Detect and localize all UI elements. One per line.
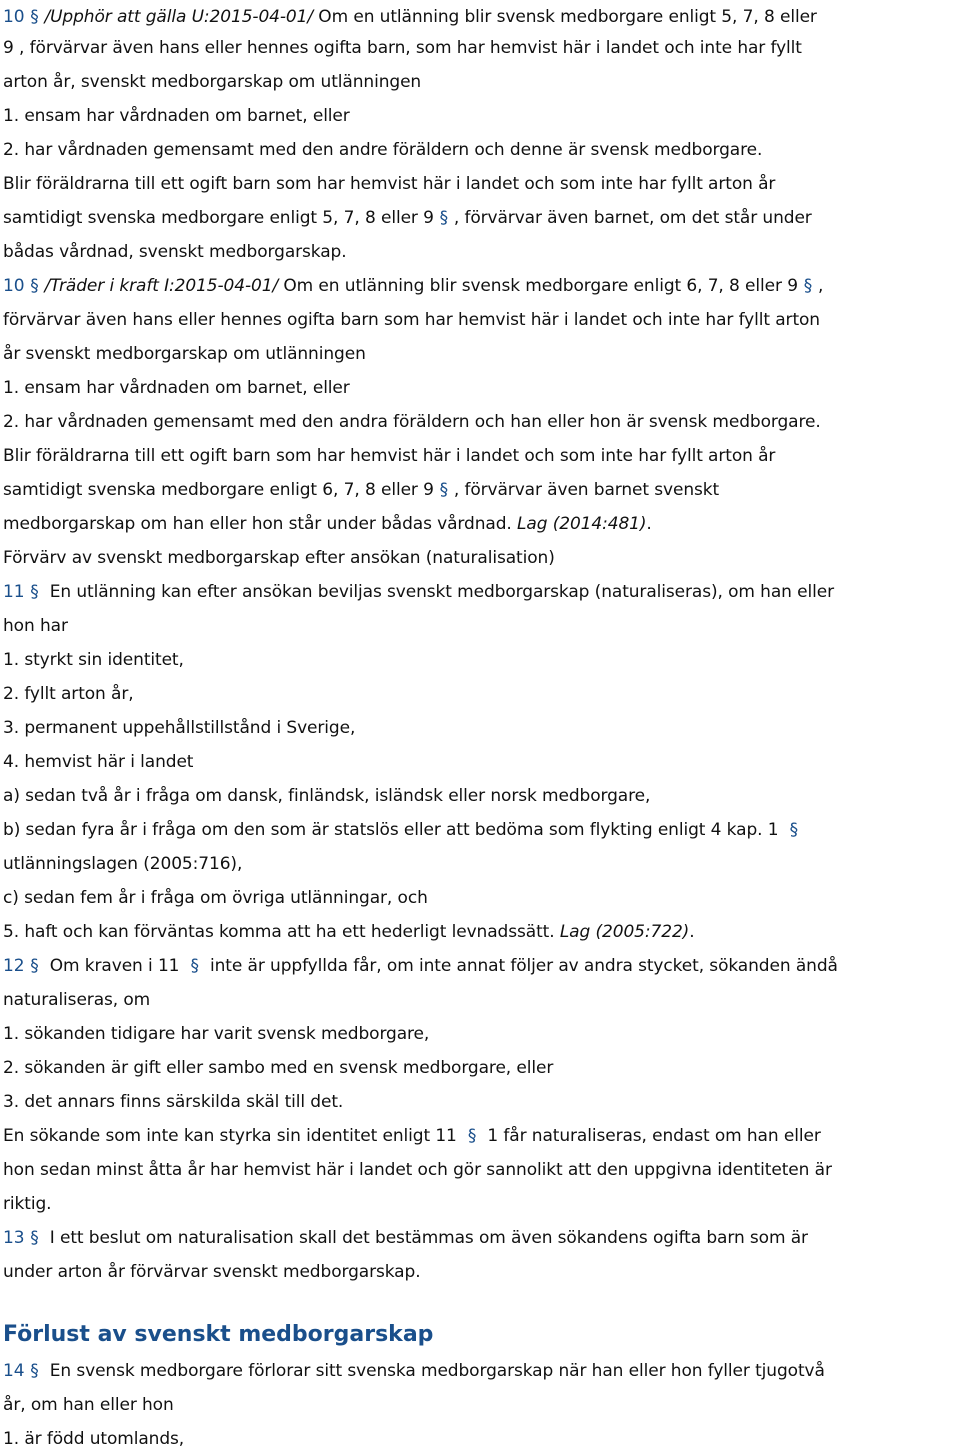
- text-line: hon har: [3, 616, 68, 636]
- section-mark: §: [467, 1126, 477, 1146]
- list-item: 1. ensam har vårdnaden om barnet, eller: [3, 106, 350, 126]
- section-mark: §: [30, 582, 39, 602]
- law-reference[interactable]: Lag (2014:481): [517, 514, 647, 534]
- list-item: 1. är född utomlands,: [3, 1429, 185, 1449]
- section-10b-line-1: 10 § /Träder i kraft I:2015-04-01/ Om en utlänning blir svensk medborgare enligt 6, 7, 8 eller 9 § ,: [3, 269, 823, 303]
- loss-heading: Förlust av svenskt medborgarskap: [3, 1322, 434, 1347]
- section-14-line-1: 14 § En svensk medborgare förlorar sitt svenska medborgarskap när han eller hon fyller tjugotvå: [3, 1354, 825, 1388]
- section-mark: §: [30, 1228, 39, 1248]
- section-number[interactable]: 10: [3, 7, 25, 27]
- text-line: riktig.: [3, 1194, 52, 1214]
- section-number[interactable]: 14: [3, 1361, 25, 1381]
- text-line: år svenskt medborgarskap om utlänningen: [3, 344, 366, 364]
- section-number[interactable]: 13: [3, 1228, 25, 1248]
- validity-tag: /Träder i kraft I:2015-04-01/: [44, 276, 279, 296]
- list-item: 2. har vårdnaden gemensamt med den andre föräldern och denne är svensk medborgare.: [3, 140, 763, 160]
- list-item: 2. fyllt arton år,: [3, 684, 134, 704]
- text-line: utlänningslagen (2005:716),: [3, 854, 243, 874]
- text-line: arton år, svenskt medborgarskap om utlänningen: [3, 72, 422, 92]
- section-mark: §: [789, 820, 798, 840]
- text-line: samtidigt svenska medborgare enligt 6, 7, 8 eller 9 § , förvärvar även barnet svenskt: [3, 473, 719, 507]
- list-item: c) sedan fem år i fråga om övriga utlänningar, och: [3, 888, 428, 908]
- text-line: samtidigt svenska medborgare enligt 5, 7, 8 eller 9 § , förvärvar även barnet, om det står under: [3, 201, 812, 235]
- text-line: naturaliseras, om: [3, 990, 151, 1010]
- text-line: En sökande som inte kan styrka sin identitet enligt 11 § 1 får naturaliseras, endast om han eller: [3, 1119, 821, 1153]
- text-line: hon sedan minst åtta år har hemvist här i landet och gör sannolikt att den uppgivna identiteten är: [3, 1160, 832, 1180]
- section-13-line-1: 13 § I ett beslut om naturalisation skall det bestämmas om även sökandens ogifta barn som är: [3, 1221, 808, 1255]
- section-number[interactable]: 12: [3, 956, 25, 976]
- section-mark: §: [30, 1361, 39, 1381]
- list-item: 4. hemvist här i landet: [3, 752, 194, 772]
- validity-tag: /Upphör att gälla U:2015-04-01/: [44, 7, 313, 27]
- text-line: bådas vårdnad, svenskt medborgarskap.: [3, 242, 347, 262]
- list-item: 1. styrkt sin identitet,: [3, 650, 184, 670]
- list-item: 1. ensam har vårdnaden om barnet, eller: [3, 378, 350, 398]
- section-mark: §: [30, 956, 39, 976]
- text-line: Blir föräldrarna till ett ogift barn som har hemvist här i landet och som inte har fyllt arton år: [3, 174, 776, 194]
- section-mark: §: [190, 956, 199, 976]
- text-line: medborgarskap om han eller hon står under bådas vårdnad. Lag (2014:481).: [3, 514, 652, 534]
- section-mark: §: [439, 208, 449, 228]
- section-10a-line-1: 10 § /Upphör att gälla U:2015-04-01/ Om en utlänning blir svensk medborgare enligt 5, 7, 8 eller: [3, 0, 817, 34]
- section-12-line-1: 12 § Om kraven i 11 § inte är uppfyllda får, om inte annat följer av andra stycket, sökanden ändå: [3, 949, 838, 983]
- text-line: under arton år förvärvar svenskt medborgarskap.: [3, 1262, 421, 1282]
- text-line: Blir föräldrarna till ett ogift barn som har hemvist här i landet och som inte har fyllt arton år: [3, 446, 776, 466]
- list-item: 3. det annars finns särskilda skäl till det.: [3, 1092, 344, 1112]
- list-item: 5. haft och kan förväntas komma att ha ett hederligt levnadssätt. Lag (2005:722).: [3, 922, 695, 942]
- section-number[interactable]: 10: [3, 276, 25, 296]
- list-item: 3. permanent uppehållstillstånd i Sverige,: [3, 718, 356, 738]
- section-mark: §: [439, 480, 449, 500]
- text-line: förvärvar även hans eller hennes ogifta barn som har hemvist här i landet och inte har fyllt arton: [3, 310, 820, 330]
- section-11-line-1: 11 § En utlänning kan efter ansökan beviljas svenskt medborgarskap (naturaliseras), om han eller: [3, 575, 834, 609]
- section-mark: §: [803, 276, 813, 296]
- list-item: 2. sökanden är gift eller sambo med en svensk medborgare, eller: [3, 1058, 554, 1078]
- text-line: 9 , förvärvar även hans eller hennes ogifta barn, som har hemvist här i landet och inte har fyllt: [3, 38, 802, 58]
- list-item: a) sedan två år i fråga om dansk, finländsk, isländsk eller norsk medborgare,: [3, 786, 651, 806]
- list-item: 1. sökanden tidigare har varit svensk medborgare,: [3, 1024, 430, 1044]
- section-number[interactable]: 11: [3, 582, 25, 602]
- text-line: år, om han eller hon: [3, 1395, 174, 1415]
- section-mark: §: [30, 7, 39, 27]
- section-mark: §: [30, 276, 39, 296]
- law-reference[interactable]: Lag (2005:722): [559, 922, 690, 942]
- list-item: 2. har vårdnaden gemensamt med den andra föräldern och han eller hon är svensk medborgare.: [3, 412, 821, 432]
- naturalisation-heading: Förvärv av svenskt medborgarskap efter ansökan (naturalisation): [3, 548, 555, 568]
- list-item: b) sedan fyra år i fråga om den som är statslös eller att bedöma som flykting enligt 4 kap. 1 §: [3, 813, 804, 847]
